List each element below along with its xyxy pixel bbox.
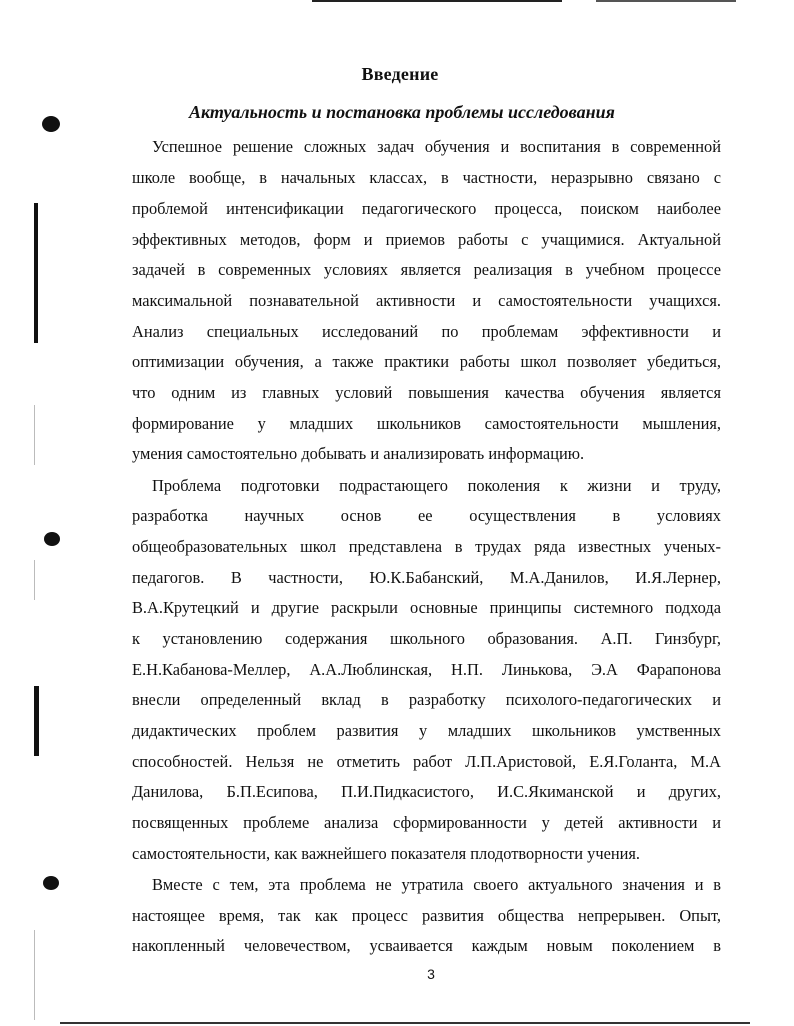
text-line: педагогов. В частности, Ю.К.Бабанский, М.А.Данилов, И.Я.Лернер, [132, 568, 721, 587]
text-line: В.А.Крутецкий и другие раскрыли основные принципы системного подхода [132, 598, 721, 617]
text-line: общеобразовательных школ представлена в трудах ряда известных ученых- [132, 537, 721, 556]
text-line: проблемой интенсификации педагогического процесса, поиском наиболее [132, 199, 721, 218]
binding-faint-mark [34, 405, 35, 465]
page-title [62, 64, 794, 85]
binding-hole-mark [44, 532, 60, 546]
text-line: самостоятельности, как важнейшего показателя плодотворности учения. [132, 844, 641, 863]
scan-top-rule [312, 0, 562, 2]
binding-faint-mark [34, 560, 35, 600]
text-line: внесли определенный вклад в разработку психолого-педагогических и [132, 690, 721, 709]
text-line: Проблема подготовки подрастающего поколения к жизни и труду, [152, 476, 721, 495]
scan-bottom-rule [60, 1022, 750, 1024]
text-line: школе вообще, в начальных классах, в частности, неразрывно связано с [132, 168, 721, 187]
text-line: настоящее время, так как процесс развития общества непрерывен. Опыт, [132, 906, 721, 925]
text-line: Данилова, Б.П.Есипова, П.И.Пидкасистого, И.С.Якиманской и других, [132, 782, 721, 801]
text-line: эффективных методов, форм и приемов работы с учащимися. Актуальной [132, 230, 721, 249]
text-line: формирование у младших школьников самостоятельности мышления, [132, 414, 721, 433]
text-line: задачей в современных условиях является реализация в учебном процессе [132, 260, 721, 279]
text-line: дидактических проблем развития у младших школьников умственных [132, 721, 721, 740]
text-line: разработка научных основ ее осуществления в условиях [132, 506, 721, 525]
text-line: Анализ специальных исследований по проблемам эффективности и [132, 322, 721, 341]
text-line: Вместе с тем, эта проблема не утратила своего актуального значения и в [152, 875, 721, 894]
text-line: что одним из главных условий повышения качества обучения является [132, 383, 721, 402]
scan-top-rule-2 [596, 0, 736, 2]
text-line: оптимизации обучения, а также практики работы школ позволяет убедиться, [132, 352, 721, 371]
text-line: Успешное решение сложных задач обучения и воспитания в современной [152, 137, 721, 156]
text-line: к установлению содержания школьного образования. А.П. Гинзбург, [132, 629, 721, 648]
text-line: посвященных проблеме анализа сформированности у детей активности и [132, 813, 721, 832]
binding-edge-mark [34, 203, 38, 343]
binding-hole-mark [42, 116, 60, 132]
binding-hole-mark [43, 876, 59, 890]
text-line: максимальной познавательной активности и самостоятельности учащихся. [132, 291, 721, 310]
text-line: Е.Н.Кабанова-Меллер, А.А.Люблинская, Н.П. Линькова, Э.А Фарапонова [132, 660, 721, 679]
text-line: умения самостоятельно добывать и анализировать информацию. [132, 444, 585, 463]
text-line: способностей. Нельзя не отметить работ Л.П.Аристовой, Е.Я.Голанта, М.А [132, 752, 721, 771]
text-line: накопленный человечеством, усваивается каждым новым поколением в [132, 936, 721, 955]
page-title-text: Введение [361, 64, 439, 84]
binding-edge-mark [34, 686, 39, 756]
page-number: 3 [427, 966, 435, 982]
section-subtitle: Актуальность и постановка проблемы исследования [189, 102, 615, 122]
